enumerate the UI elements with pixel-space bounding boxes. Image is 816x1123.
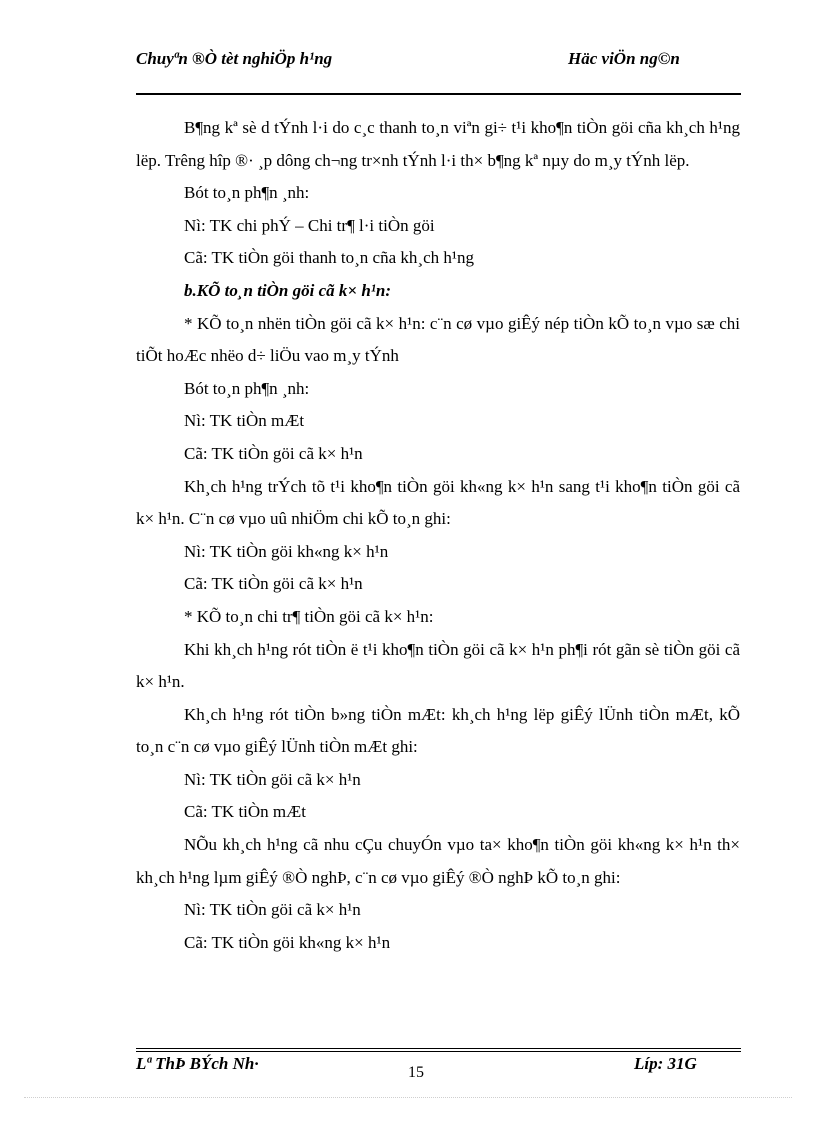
document-body — [136, 112, 740, 959]
header-institution: Häc viÖn ng©n — [568, 49, 680, 68]
page-bottom-dotted-rule — [24, 1097, 792, 1098]
paragraph: Cã: TK tiÒn göi thanh to¸n cña kh¸ch h¹ng — [184, 248, 474, 268]
paragraph: * KÕ to¸n chi tr¶ tiÒn göi cã k× h¹n: — [184, 606, 434, 626]
paragraph: Nì: TK tiÒn göi cã k× h¹n — [184, 900, 361, 920]
paragraph: Cã: TK tiÒn göi cã k× h¹n — [184, 574, 363, 594]
footer-class: Líp: 31G — [634, 1054, 697, 1073]
paragraph: Cã: TK tiÒn göi kh«ng k× h¹n — [184, 932, 391, 952]
header-title: Chuyªn ®Ò tèt nghiÖp h¹ng — [136, 49, 333, 68]
paragraph: * KÕ to¸n nhën tiÒn göi cã k× h¹n: c¨n cø vµo giÊý nép tiÒn kÕ to¸n vµo sæ chi tiÕt hoÆc nhëo d÷ liÖu vao m¸y tÝnh — [136, 313, 740, 366]
paragraph: Nì: TK tiÒn göi cã k× h¹n — [184, 769, 361, 789]
paragraph: Khi kh¸ch h¹ng rót tiÒn ë t¹i kho¶n tiÒn göi cã k× h¹n ph¶i rót gãn sè tiÒn göi cã k× h¹n. — [136, 639, 740, 692]
paragraph: Bót to¸n ph¶n ¸nh: — [184, 183, 310, 203]
paragraph: Nì: TK tiÒn göi kh«ng k× h¹n — [184, 541, 389, 561]
paragraph: B¶ng kª sè d tÝnh l·i do c¸c thanh to¸n viªn gi÷ t¹i kho¶n tiÒn göi cña kh¸ch h¹ng lëp. Trêng hîp ®· ¸p dông ch¬ng tr×nh tÝnh l·i th× b¶ng kª nµy do m¸y tÝnh lëp. — [136, 118, 740, 170]
paragraph: Cã: TK tiÒn mÆt — [184, 802, 306, 822]
header-rule — [136, 93, 741, 95]
paragraph: Nì: TK chi phÝ – Chi tr¶ l·i tiÒn göi — [184, 215, 435, 235]
page-number: 15 — [408, 1064, 424, 1081]
section-heading: b.KÕ to¸n tiÒn göi cã k× h¹n: — [184, 280, 392, 300]
footer-rule-double — [136, 1051, 741, 1052]
paragraph: Nì: TK tiÒn mÆt — [184, 411, 305, 431]
page-header — [136, 48, 741, 96]
footer-rule — [136, 1048, 741, 1049]
paragraph: Kh¸ch h¹ng trÝch tõ t¹i kho¶n tiÒn göi kh«ng k× h¹n sang t¹i kho¶n tiÒn göi cã k× h¹n. C¨n cø vµo uû nhiÖm chi kÕ to¸n ghi: — [136, 476, 740, 529]
footer-author: Lª ThÞ BÝch Nh· — [136, 1054, 259, 1073]
paragraph: Kh¸ch h¹ng rót tiÒn b»ng tiÒn mÆt: kh¸ch h¹ng lëp giÊý lÜnh tiÒn mÆt, kÕ to¸n c¨n cø vµo giÊý lÜnh tiÒn mÆt ghi: — [136, 704, 740, 757]
paragraph: NÕu kh¸ch h¹ng cã nhu cÇu chuyÓn vµo ta× kho¶n tiÒn göi kh«ng k× h¹n th× kh¸ch h¹ng lµm giÊý ®Ò nghÞ, c¨n cø vµo giÊý ®Ò nghÞ kÕ to¸n ghi: — [136, 835, 740, 887]
paragraph: Bót to¸n ph¶n ¸nh: — [184, 378, 310, 398]
paragraph: Cã: TK tiÒn göi cã k× h¹n — [184, 443, 363, 463]
